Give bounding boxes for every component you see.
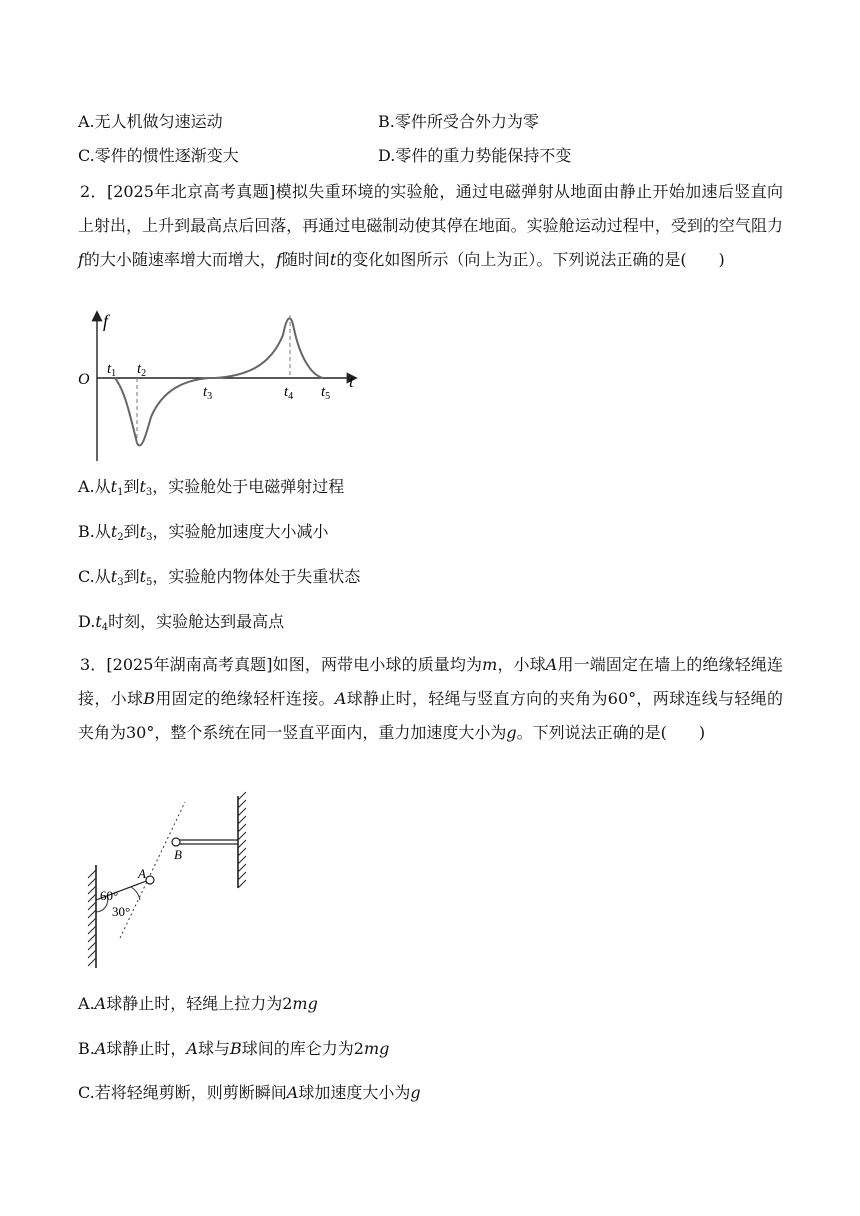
q2-option-c: C.从$t_3$到$t_5$，实验舱内物体处于失重状态 [78, 567, 361, 588]
label-60: 60° [100, 888, 119, 903]
q1-option-d: D.零件的重力势能保持不变 [378, 146, 572, 165]
t3-label: $t_3$ [203, 384, 213, 402]
ball-b [172, 838, 180, 846]
q3-option-b: B.A球静止时，A球与B球间的库仑力为2mg [78, 1039, 390, 1058]
q2-option-b: B.从$t_2$到$t_3$，实验舱加速度大小减小 [78, 522, 329, 543]
q2-stem: 2．[2025年北京高考真题]模拟失重环境的实验舱，通过电磁弹射从地面由静止开始加速后竖直向上射出，上升到最高点后回落，再通过电磁制动使其停在地面。实验舱运动过程中，受到的空气阻力f的大小随速率增大而增大，f随时间t的变化如图所示（向上为正）。下列说法正确的是( ) [78, 182, 783, 269]
ball-a [146, 876, 154, 884]
label-b: B [174, 847, 182, 862]
q3-number: 3． [80, 655, 107, 674]
arc-30 [131, 887, 140, 900]
q3-option-a: A.A球静止时，轻绳上拉力为2mg [78, 994, 318, 1013]
q3-stem: 3．[2025年湖南高考真题]如图，两带电小球的质量均为m，小球A用一端固定在墙上的绝缘轻绳连接，小球B用固定的绝缘轻杆连接。A球静止时，轻绳与竖直方向的夹角为60°，两球连线与轻绳的夹角为30°，整个系统在同一竖直平面内，重力加速度大小为g。下列说法正确的是( ) [78, 655, 783, 742]
left-wall-hatch [88, 870, 96, 966]
q1-option-c: C.零件的惯性逐渐变大 [78, 146, 239, 165]
q2-number: 2． [80, 182, 107, 201]
q1-option-b: B.零件所受合外力为零 [378, 112, 539, 131]
t5-label: $t_5$ [321, 384, 331, 402]
q2-source: [2025年北京高考真题] [106, 182, 276, 201]
right-wall-hatch [238, 792, 246, 888]
x-axis-label: t [349, 372, 354, 391]
q2-option-a: A.从$t_1$到$t_3$，实验舱处于电磁弹射过程 [78, 477, 345, 498]
f-curve [115, 318, 323, 445]
q2-f-t-graph [75, 305, 365, 465]
origin-label: O [78, 371, 90, 388]
q3-figure [80, 790, 260, 970]
t2-label: $t_2$ [137, 361, 147, 379]
t4-label: $t_4$ [284, 384, 294, 402]
y-axis-label: f [103, 311, 109, 331]
q1-option-a: A.无人机做匀速运动 [78, 112, 223, 131]
label-a: A [138, 866, 146, 881]
q2-option-d: $D.t_4$时刻，实验舱达到最高点 [78, 612, 285, 633]
q3-source: [2025年湖南高考真题] [106, 655, 273, 674]
t1-label: $t_1$ [107, 361, 117, 379]
label-30: 30° [112, 904, 131, 919]
q3-option-c: C.若将轻绳剪断，则剪断瞬间A球加速度大小为g [78, 1083, 421, 1102]
